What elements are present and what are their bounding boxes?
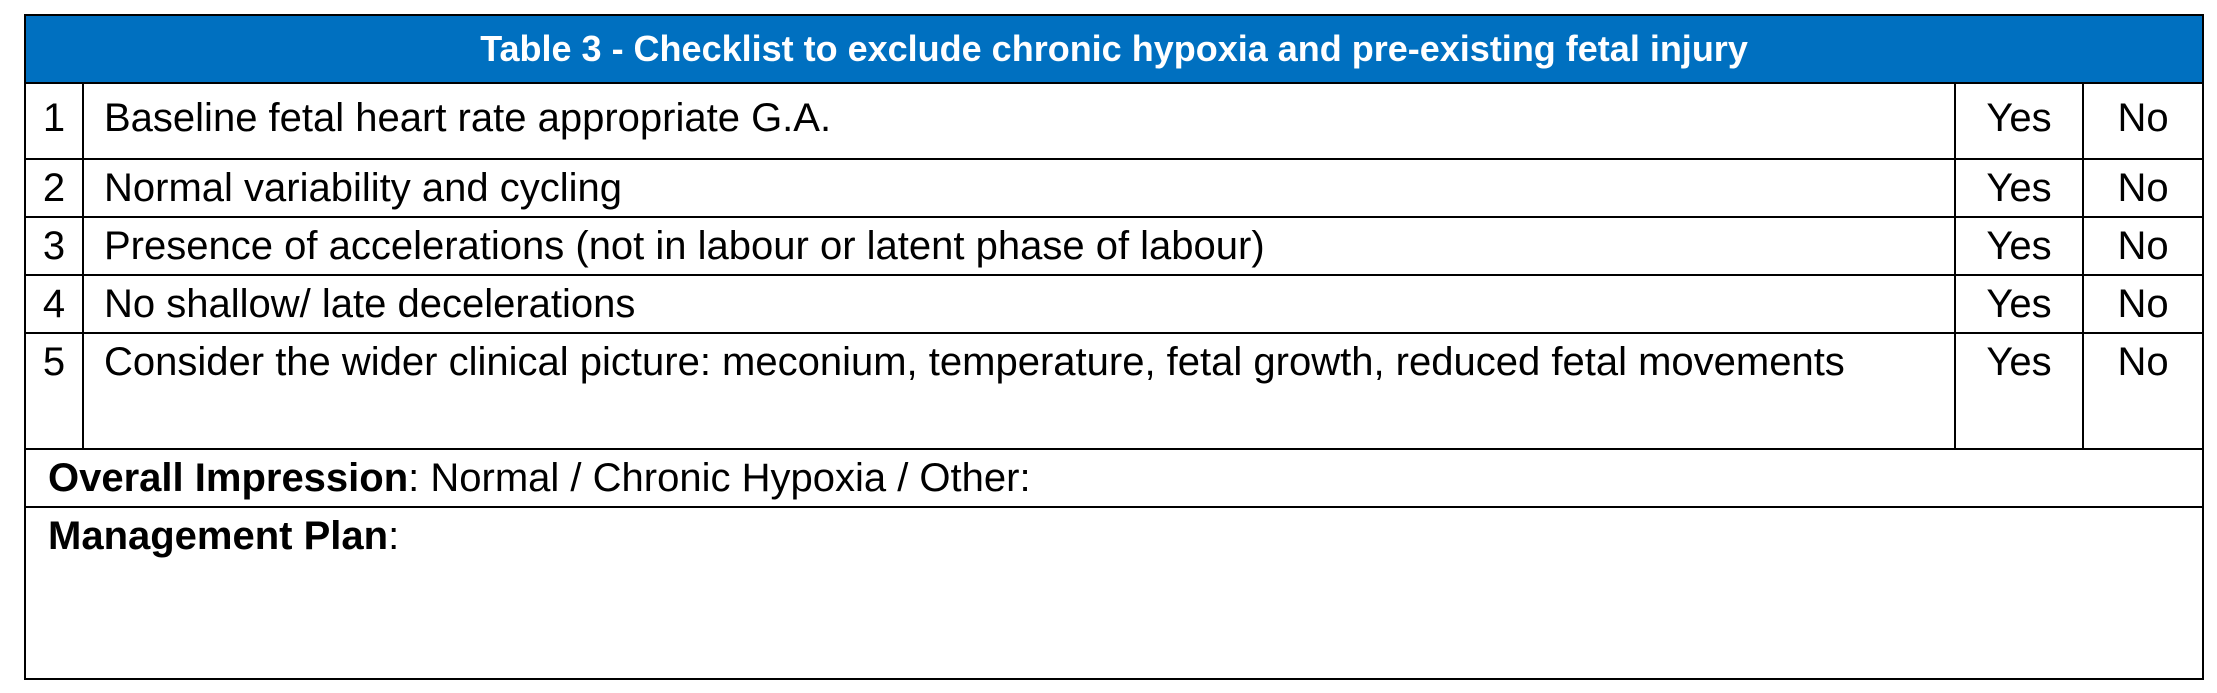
yes-option[interactable]: Yes — [1955, 83, 2083, 159]
item-text: Presence of accelerations (not in labour or latent phase of labour) — [83, 217, 1955, 275]
no-option[interactable]: No — [2083, 83, 2203, 159]
overall-impression-row — [25, 449, 2203, 507]
item-number: 4 — [25, 275, 83, 333]
item-number: 5 — [25, 333, 83, 449]
no-option[interactable]: No — [2083, 217, 2203, 275]
management-plan-row — [25, 507, 2203, 679]
table-row — [25, 83, 2203, 159]
item-number: 2 — [25, 159, 83, 217]
table-row — [25, 275, 2203, 333]
overall-impression-options: : Normal / Chronic Hypoxia / Other: — [408, 456, 1031, 500]
table-title-row — [25, 15, 2203, 83]
table-row — [25, 333, 2203, 449]
item-number: 3 — [25, 217, 83, 275]
yes-option[interactable]: Yes — [1955, 333, 2083, 449]
item-text: No shallow/ late decelerations — [83, 275, 1955, 333]
no-option[interactable]: No — [2083, 333, 2203, 449]
table-row — [25, 217, 2203, 275]
table-row — [25, 159, 2203, 217]
overall-impression-label: Overall Impression — [48, 456, 409, 500]
yes-option[interactable]: Yes — [1955, 159, 2083, 217]
item-text: Consider the wider clinical picture: meconium, temperature, fetal growth, reduced fetal movements — [83, 333, 1955, 449]
overall-impression-field[interactable] — [25, 449, 2203, 507]
item-text: Normal variability and cycling — [83, 159, 1955, 217]
table-title: Table 3 - Checklist to exclude chronic hypoxia and pre-existing fetal injury — [25, 15, 2203, 83]
no-option[interactable]: No — [2083, 275, 2203, 333]
item-number: 1 — [25, 83, 83, 159]
item-text: Baseline fetal heart rate appropriate G.A. — [83, 83, 1955, 159]
management-plan-field[interactable] — [25, 507, 2203, 679]
checklist-table — [24, 14, 2204, 680]
yes-option[interactable]: Yes — [1955, 275, 2083, 333]
management-plan-label: Management Plan — [48, 514, 389, 558]
management-plan-colon: : — [388, 514, 400, 558]
no-option[interactable]: No — [2083, 159, 2203, 217]
yes-option[interactable]: Yes — [1955, 217, 2083, 275]
